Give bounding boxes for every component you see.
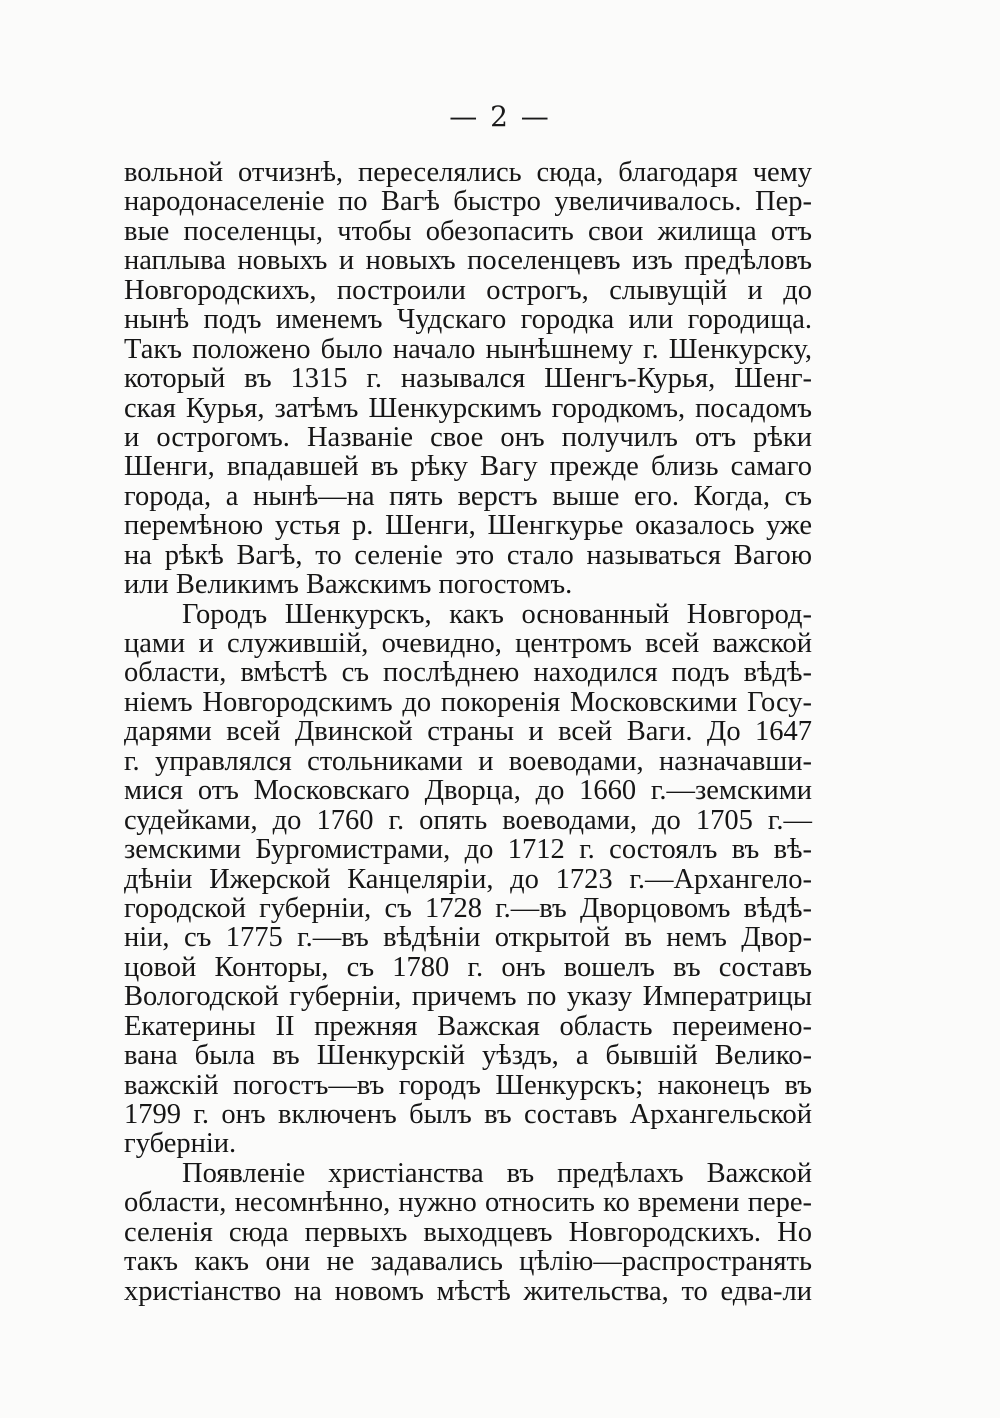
text-line: и острогомъ. Названіе свое онъ получилъ отъ рѣки: [124, 421, 812, 453]
text-line: города, а нынѣ—на пять верстъ выше его. Когда, съ: [124, 480, 812, 512]
text-line: важскій погостъ—въ городъ Шенкурскъ; наконецъ въ: [124, 1069, 812, 1101]
text-line: области, вмѣстѣ съ послѣднею находился подъ вѣдѣ-: [124, 657, 812, 689]
text-line: на рѣкѣ Вагѣ, то селеніе это стало называться Вагою: [124, 539, 812, 571]
text-line: такъ какъ они не задавались цѣлію—распространять: [124, 1246, 812, 1278]
text-line: или Великимъ Важскимъ погостомъ.: [124, 569, 573, 601]
page-number: — 2 —: [449, 100, 551, 133]
text-line: Вологодской губерніи, причемъ по указу Императрицы: [124, 981, 812, 1013]
text-line: нынѣ подъ именемъ Чудскаго городка или городища.: [124, 304, 812, 336]
text-line: вые поселенцы, чтобы обезопасить свои жилища отъ: [124, 215, 812, 247]
text-line: народонаселеніе по Вагѣ быстро увеличивалось. Пер-: [124, 186, 812, 218]
text-line: губерніи.: [124, 1128, 237, 1160]
text-line: Новгородскихъ, построили острогъ, слывущій и до: [124, 274, 812, 306]
text-line: Городъ Шенкурскъ, какъ основанный Новгород-: [182, 598, 812, 630]
text-line: наплыва новыхъ и новыхъ поселенцевъ изъ предѣловъ: [124, 245, 812, 277]
text-line: земскими Бургомистрами, до 1712 г. состоялъ въ вѣ-: [124, 834, 812, 866]
text-line: вана была въ Шенкурскій уѣздъ, а бывшій Велико-: [124, 1040, 812, 1072]
text-line: 1799 г. онъ включенъ былъ въ составъ Архангельской: [124, 1099, 812, 1130]
text-line: ніи, съ 1775 г.—въ вѣдѣніи открытой въ немъ Двор-: [124, 922, 812, 954]
text-line: вольной отчизнѣ, переселялись сюда, благодаря чему: [124, 157, 812, 188]
text-line: Появленіе христіанства въ предѣлахъ Важской: [182, 1157, 812, 1189]
body-text: [124, 158, 812, 1306]
text-line: городской губерніи, съ 1728 г.—въ Дворцовомъ вѣдѣ-: [124, 892, 812, 924]
text-line: мися отъ Московскаго Дворца, до 1660 г.—земскими: [124, 775, 812, 807]
text-line: дѣніи Ижерской Канцеляріи, до 1723 г.—Архангело-: [124, 863, 812, 895]
text-line: Такъ положено было начало нынѣшнему г. Шенкурску,: [124, 333, 812, 365]
text-line: г. управлялся стольниками и воеводами, назначавши-: [124, 745, 812, 777]
text-line: селенія сюда первыхъ выходцевъ Новгородскихъ. Но: [124, 1216, 812, 1248]
text-line: Екатерины II прежняя Важская область переименo-: [124, 1010, 812, 1042]
text-line: цовой Конторы, съ 1780 г. онъ вошелъ въ составъ: [124, 951, 812, 983]
text-line: христіанство на новомъ мѣстѣ жительства, то едва-ли: [124, 1275, 812, 1307]
text-line: перемѣною устья р. Шенги, Шенгкурье оказалось уже: [124, 510, 812, 542]
text-line: дарями всей Двинской страны и всей Ваги. До 1647: [124, 716, 812, 748]
text-line: ніемъ Новгородскимъ до покоренія Московскими Госу-: [124, 686, 812, 718]
text-line: Шенги, впадавшей въ рѣку Вагу прежде близь самаго: [124, 451, 812, 483]
text-line: судейками, до 1760 г. опять воеводами, до 1705 г.—: [124, 804, 812, 836]
text-line: цами и служившій, очевидно, центромъ всей важской: [124, 628, 812, 659]
text-line: ская Курья, затѣмъ Шенкурскимъ городкомъ, посадомъ: [124, 392, 812, 424]
text-line: области, несомнѣнно, нужно относить ко времени пере-: [124, 1187, 812, 1219]
text-line: который въ 1315 г. назывался Шенгъ-Курья, Шенг-: [124, 363, 812, 395]
